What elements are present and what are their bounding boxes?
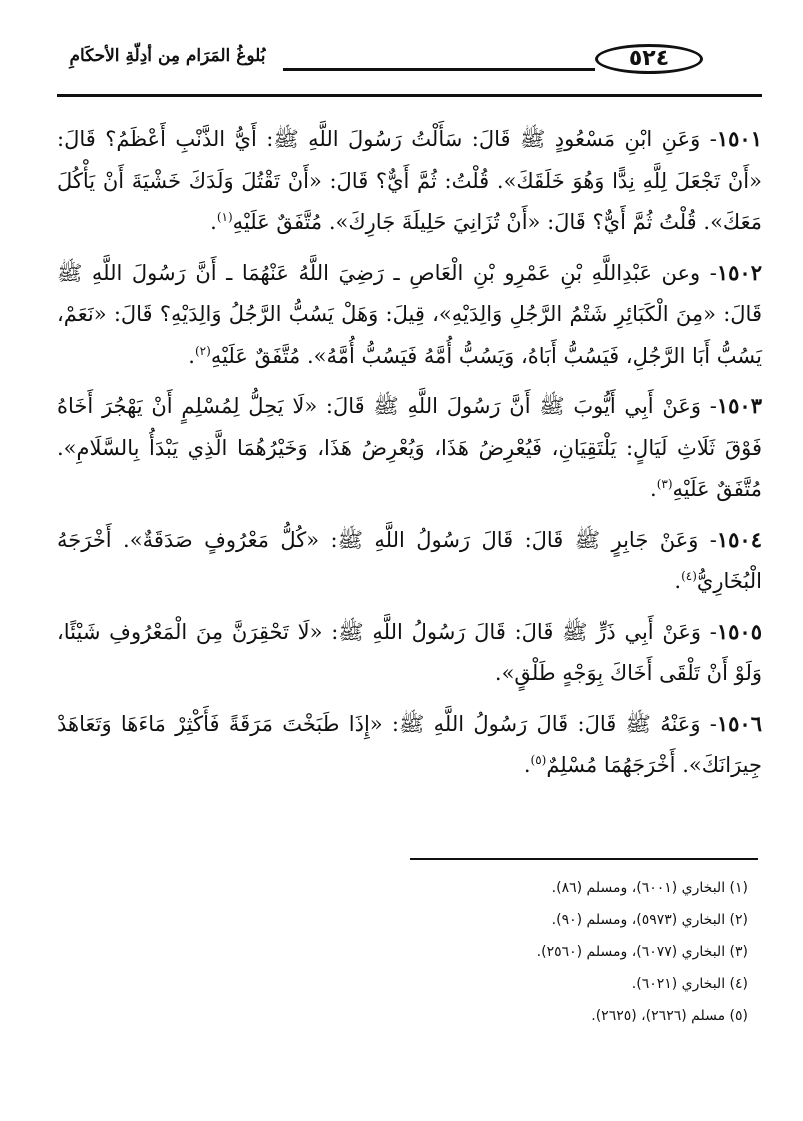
footnote-divider	[410, 858, 758, 860]
hadith-text: وَعَنْهُ ﷺ قَالَ: قَالَ رَسُولُ اللَّهِ ﷺ: «إِذَا طَبَخْتَ مَرَقَةً فَأَكْثِرْ مَاءَهَا وَتَعَاهَدْ جِيرَانَكَ». أَخْرَجَهُمَا مُسْلِمٌ	[57, 711, 762, 777]
footnote-3: (٣) البخاري (٦٠٧٧)، ومسلم (٢٥٦٠).	[536, 944, 748, 960]
footnote-2: (٢) البخاري (٥٩٧٣)، ومسلم (٩٠).	[551, 912, 748, 928]
hadith-text: وَعَنِ ابْنِ مَسْعُودٍ ﷺ قَالَ: سَأَلْتُ رَسُولَ اللَّهِ ﷺ: أَيُّ الذَّنْبِ أَعْظَمُ؟ قَالَ: «أَنْ تَجْعَلَ لِلَّهِ نِدًّا وَهُوَ خَلَقَكَ». قُلْتُ: ثُمَّ أَيٌّ؟ قَالَ: «أَنْ تَقْتُلَ وَلَدَكَ خَشْيَةَ أَنْ يَأْكُلَ مَعَكَ». قُلْتُ ثُمَّ أَيٌّ؟ قَالَ: «أَنْ تُزَانِيَ حَلِيلَةَ جَارِكَ». مُتَّفَقٌ عَلَيْهِ	[57, 127, 762, 234]
hadith-1506: ١٥٠٦- وَعَنْهُ ﷺ قَالَ: قَالَ رَسُولُ اللَّهِ ﷺ: «إِذَا طَبَخْتَ مَرَقَةً فَأَكْثِرْ مَاءَهَا وَتَعَاهَدْ جِيرَانَكَ». أَخْرَجَهُمَا مُسْلِمٌ$^{(٥)}$.	[57, 710, 762, 777]
footnote-ref: (٥)	[530, 753, 547, 767]
hadith-number: ١٥٠٦	[716, 710, 762, 736]
hadith-1502: ١٥٠٢- وعن عَبْدِاللَّهِ بْنِ عَمْرِو بْنِ الْعَاصِ ـ رَضِيَ اللَّهُ عَنْهُمَا ـ أَنَّ رَسُولَ اللَّهِ ﷺ قَالَ: «مِنَ الْكَبَائِرِ شَتْمُ الرَّجُلِ وَالِدَيْهِ»، قِيلَ: وَهَلْ يَسُبُّ الرَّجُلُ وَالِدَيْهِ؟ قَالَ: «نَعَمْ، يَسُبُّ أَبَا الرَّجُلِ، فَيَسُبُّ أَبَاهُ، وَيَسُبُّ أُمَّهُ فَيَسُبُّ أُمَّهُ». مُتَّفَقٌ عَلَيْهِ$^{(٢)}$.	[57, 259, 762, 368]
hadith-number: ١٥٠١	[716, 126, 762, 151]
hadith-list	[57, 118, 762, 795]
book-title: بُلوغُ المَرَام مِن أدِلّةِ الأحكَامِ	[69, 46, 266, 66]
hadith-number: ١٥٠٢	[716, 259, 762, 285]
footnotes	[228, 872, 748, 1032]
hadith-number: ١٥٠٥	[716, 618, 762, 644]
hadith-text: وَعَنْ أَبِي أَيُّوبَ ﷺ أَنَّ رَسُولَ اللَّهِ ﷺ قَالَ: «لَا يَحِلُّ لِمُسْلِمٍ أَنْ يَهْجُرَ أَخَاهُ فَوْقَ ثَلَاثِ لَيَالٍ: يَلْتَقِيَانِ، فَيُعْرِضُ هَذَا، وَيُعْرِضُ هَذَا، وَخَيْرُهُمَا الَّذِي يَبْدَأُ بِالسَّلَامِ». مُتَّفَقٌ عَلَيْهِ	[57, 394, 762, 501]
footnote-ref: (١)	[216, 210, 233, 224]
footnote-ref: (٣)	[656, 477, 673, 491]
footnote-5: (٥) مسلم (٢٦٢٦)، (٢٦٢٥).	[591, 1008, 748, 1024]
hadith-1501: ١٥٠١- وَعَنِ ابْنِ مَسْعُودٍ ﷺ قَالَ: سَأَلْتُ رَسُولَ اللَّهِ ﷺ: أَيُّ الذَّنْبِ أَعْظَمُ؟ قَالَ: «أَنْ تَجْعَلَ لِلَّهِ نِدًّا وَهُوَ خَلَقَكَ». قُلْتُ: ثُمَّ أَيٌّ؟ قَالَ: «أَنْ تَقْتُلَ وَلَدَكَ خَشْيَةَ أَنْ يَأْكُلَ مَعَكَ». قُلْتُ ثُمَّ أَيٌّ؟ قَالَ: «أَنْ تُزَانِيَ حَلِيلَةَ جَارِكَ». مُتَّفَقٌ عَلَيْهِ$^{(١)}$.	[57, 126, 762, 234]
header-rule	[283, 68, 595, 71]
hadith-text: وَعَنْ أَبِي ذَرٍّ ﷺ قَالَ: قَالَ رَسُولُ اللَّهِ ﷺ: «لَا تَحْقِرَنَّ مِنَ الْمَعْرُوفِ شَيْئًا، وَلَوْ أَنْ تَلْقَى أَخَاكَ بِوَجْهٍ طَلْقٍ».	[57, 619, 762, 685]
page-header	[55, 40, 760, 90]
hadith-number: ١٥٠٤	[716, 526, 762, 552]
hadith-1503: ١٥٠٣- وَعَنْ أَبِي أَيُّوبَ ﷺ أَنَّ رَسُولَ اللَّهِ ﷺ قَالَ: «لَا يَحِلُّ لِمُسْلِمٍ أَنْ يَهْجُرَ أَخَاهُ فَوْقَ ثَلَاثِ لَيَالٍ: يَلْتَقِيَانِ، فَيُعْرِضُ هَذَا، وَيُعْرِضُ هَذَا، وَخَيْرُهُمَا الَّذِي يَبْدَأُ بِالسَّلَامِ». مُتَّفَقٌ عَلَيْهِ$^{(٣)}$.	[57, 393, 762, 501]
hadith-text: وَعَنْ جَابِرٍ ﷺ قَالَ: قَالَ رَسُولُ اللَّهِ ﷺ: «كُلُّ مَعْرُوفٍ صَدَقَةٌ». أَخْرَجَهُ الْبُخَارِيُّ	[57, 527, 762, 593]
page-number-badge: ٥٢٤	[595, 44, 703, 74]
footnote-ref: (٢)	[194, 343, 211, 358]
footnote-ref: (٤)	[681, 569, 697, 583]
hadith-text: وعن عَبْدِاللَّهِ بْنِ عَمْرِو بْنِ الْعَاصِ ـ رَضِيَ اللَّهُ عَنْهُمَا ـ أَنَّ رَسُولَ اللَّهِ ﷺ قَالَ: «مِنَ الْكَبَائِرِ شَتْمُ الرَّجُلِ وَالِدَيْهِ»، قِيلَ: وَهَلْ يَسُبُّ الرَّجُلُ وَالِدَيْهِ؟ قَالَ: «نَعَمْ، يَسُبُّ أَبَا الرَّجُلِ، فَيَسُبُّ أَبَاهُ، وَيَسُبُّ أُمَّهُ فَيَسُبُّ أُمَّهُ». مُتَّفَقٌ عَلَيْهِ	[57, 260, 762, 368]
hadith-number: ١٥٠٣	[716, 393, 762, 418]
hadith-1505: ١٥٠٥- وَعَنْ أَبِي ذَرٍّ ﷺ قَالَ: قَالَ رَسُولُ اللَّهِ ﷺ: «لَا تَحْقِرَنَّ مِنَ الْمَعْرُوفِ شَيْئًا، وَلَوْ أَنْ تَلْقَى أَخَاكَ بِوَجْهٍ طَلْقٍ».	[57, 618, 762, 685]
header-divider	[57, 94, 762, 97]
footnote-1: (١) البخاري (٦٠٠١)، ومسلم (٨٦).	[551, 880, 748, 896]
hadith-1504: ١٥٠٤- وَعَنْ جَابِرٍ ﷺ قَالَ: قَالَ رَسُولُ اللَّهِ ﷺ: «كُلُّ مَعْرُوفٍ صَدَقَةٌ». أَخْرَجَهُ الْبُخَارِيُّ$^{(٤)}$.	[57, 526, 762, 593]
footnote-4: (٤) البخاري (٦٠٢١).	[631, 976, 748, 992]
